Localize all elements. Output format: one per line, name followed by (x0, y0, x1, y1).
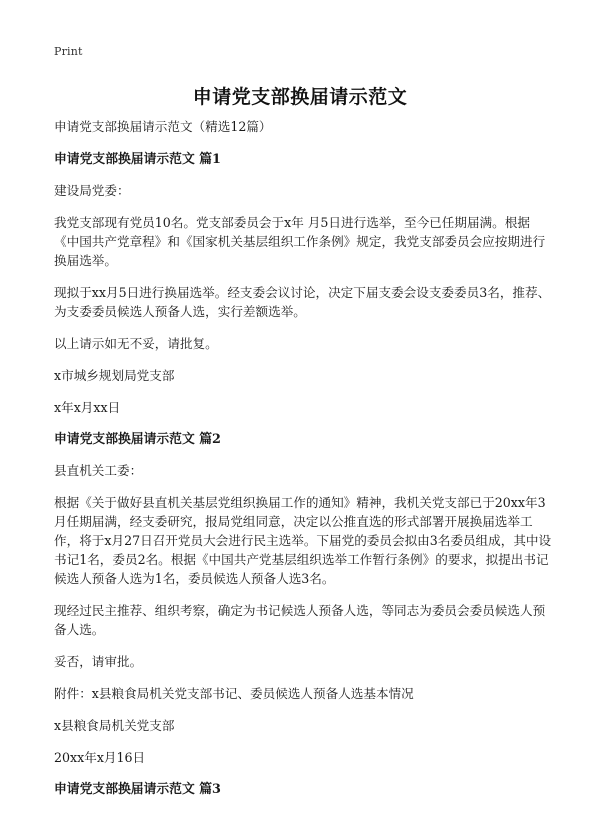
document-body (54, 117, 554, 811)
paragraph: 现拟于xx月5日进行换届选举。经支委会议讨论，决定下届支委会设支委委员3名，推荐、为支委委员候选人预备人选，实行差额选举。 (54, 285, 551, 319)
document-subtitle: 申请党支部换届请示范文（精选12篇） (54, 119, 272, 134)
paragraph: 妥否，请审批。 (54, 654, 143, 669)
signature-date: 20xx年x月16日 (54, 750, 146, 765)
paragraph: 现经过民主推荐、组织考察，确定为书记候选人预备人选，等同志为委员会委员候选人预备人选。 (54, 603, 546, 637)
addressee: 建设局党委： (54, 183, 130, 198)
print-label: Print (54, 45, 83, 58)
signature-org: x县粮食局机关党支部 (54, 718, 175, 733)
paragraph: 根据《关于做好县直机关基层党组织换届工作的通知》精神，我机关党支部已于20xx年3月任期届满，经支委研究，报局党组同意，决定以公推直选的形式部署开展换届选举工作，将于x月27日召开党员大会进行民主选举。下届党的委员会拟由3名委员组成，其中设书记1名，委员2名。根据《中国共产党基层组织选举工作暂行条例》的要求，拟提出书记候选人预备人选为1名，委员候选人预备人选3名。 (54, 495, 552, 586)
attachment-line: 附件：x县粮食局机关党支部书记、委员候选人预备人选基本情况 (54, 686, 414, 701)
signature-date: x年x月xx日 (54, 400, 121, 415)
section-heading: 申请党支部换届请示范文 篇1 (54, 152, 221, 167)
page-title: 申请党支部换届请示范文 (192, 86, 408, 108)
section-heading: 申请党支部换届请示范文 篇3 (54, 782, 221, 797)
section-heading: 申请党支部换届请示范文 篇2 (54, 432, 221, 447)
addressee: 县直机关工委： (54, 463, 143, 478)
signature-org: x市城乡规划局党支部 (54, 368, 175, 383)
paragraph: 我党支部现有党员10名。党支部委员会于x年 月5日进行选举，至今已任期届满。根据《中国共产党章程》和《国家机关基层组织工作条例》规定，我党支部委员会应按期进行换届选举。 (54, 215, 546, 268)
paragraph: 以上请示如无不妥，请批复。 (54, 336, 218, 351)
